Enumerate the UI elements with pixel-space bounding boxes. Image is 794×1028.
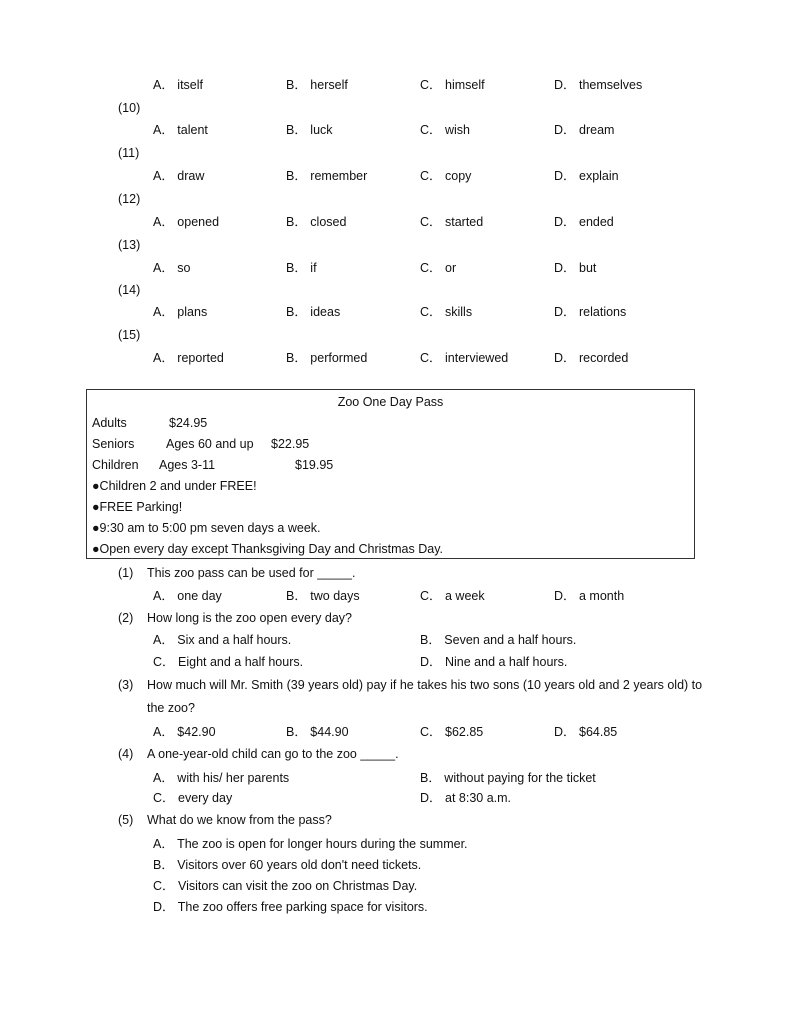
question-number: (13) [118, 238, 141, 252]
question-number: (10) [118, 101, 141, 115]
option-d: D． but [554, 261, 597, 275]
option-b: B． closed [286, 215, 347, 229]
option-b: B． Visitors over 60 years old don't need tickets. [153, 858, 422, 872]
option-b: B． without paying for the ticket [420, 771, 596, 785]
question-number: (3) [118, 678, 134, 692]
pass-note: ●FREE Parking! [92, 500, 183, 514]
option-c: C． interviewed [420, 351, 509, 365]
option-a: A． itself [153, 78, 204, 92]
option-b: B． remember [286, 169, 368, 183]
option-d: D． explain [554, 169, 619, 183]
option-c: C． skills [420, 305, 473, 319]
adults-label: Adults [92, 416, 127, 430]
option-a: A． draw [153, 169, 205, 183]
option-d: D． Nine and a half hours. [420, 655, 568, 669]
question-text: How long is the zoo open every day? [147, 611, 352, 625]
option-d: D． dream [554, 123, 615, 137]
question-text-continued: the zoo? [147, 701, 195, 715]
pass-title: Zoo One Day Pass [337, 395, 444, 409]
option-c: C． or [420, 261, 457, 275]
option-b: B． two days [286, 589, 360, 603]
question-number: (12) [118, 192, 141, 206]
option-a: A． talent [153, 123, 208, 137]
children-price: $19.95 [295, 458, 334, 472]
question-number: (11) [118, 146, 140, 160]
option-b: B． performed [286, 351, 368, 365]
question-number: (1) [118, 566, 134, 580]
option-c: C． himself [420, 78, 485, 92]
option-d: D． a month [554, 589, 625, 603]
option-a: A． with his/ her parents [153, 771, 290, 785]
option-c: C． Visitors can visit the zoo on Christmas Day. [153, 879, 418, 893]
option-c: C． every day [153, 791, 233, 805]
option-a: A． so [153, 261, 191, 275]
zoo-pass-box [86, 389, 695, 559]
seniors-ages: Ages 60 and up [166, 437, 254, 451]
option-c: C． wish [420, 123, 471, 137]
option-a: A． one day [153, 589, 222, 603]
question-text: This zoo pass can be used for _____. [147, 566, 356, 580]
option-d: D． themselves [554, 78, 643, 92]
question-text: How much will Mr. Smith (39 years old) pay if he takes his two sons (10 years old and 2 years old) to [147, 678, 703, 692]
children-label: Children [92, 458, 139, 472]
option-a: A． opened [153, 215, 220, 229]
question-number: (15) [118, 328, 141, 342]
adults-price: $24.95 [169, 416, 208, 430]
pass-note: ●9:30 am to 5:00 pm seven days a week. [92, 521, 321, 535]
question-number: (14) [118, 283, 141, 297]
pass-note: ●Open every day except Thanksgiving Day and Christmas Day. [92, 542, 444, 556]
option-d: D． at 8:30 a.m. [420, 791, 512, 805]
option-b: B． luck [286, 123, 333, 137]
option-a: A． The zoo is open for longer hours during the summer. [153, 837, 468, 851]
question-text: What do we know from the pass? [147, 813, 332, 827]
option-c: C． a week [420, 589, 485, 603]
option-c: C． started [420, 215, 484, 229]
question-number: (4) [118, 747, 134, 761]
option-a: A． Six and a half hours. [153, 633, 292, 647]
option-c: C． $62.85 [420, 725, 484, 739]
option-a: A． $42.90 [153, 725, 216, 739]
pass-note: ●Children 2 and under FREE! [92, 479, 257, 493]
option-d: D． $64.85 [554, 725, 618, 739]
seniors-label: Seniors [92, 437, 135, 451]
option-b: B． herself [286, 78, 348, 92]
question-number: (2) [118, 611, 134, 625]
seniors-price: $22.95 [271, 437, 310, 451]
option-d: D． ended [554, 215, 614, 229]
option-d: D． recorded [554, 351, 629, 365]
question-number: (5) [118, 813, 134, 827]
option-c: C． Eight and a half hours. [153, 655, 304, 669]
option-d: D． The zoo offers free parking space for visitors. [153, 900, 428, 914]
option-c: C． copy [420, 169, 472, 183]
option-d: D． relations [554, 305, 627, 319]
option-a: A． reported [153, 351, 224, 365]
option-b: B． $44.90 [286, 725, 349, 739]
children-ages: Ages 3-11 [159, 458, 216, 472]
option-a: A． plans [153, 305, 208, 319]
question-text: A one-year-old child can go to the zoo _____. [147, 747, 399, 761]
option-b: B． Seven and a half hours. [420, 633, 577, 647]
option-b: B． ideas [286, 305, 341, 319]
option-b: B． if [286, 261, 317, 275]
